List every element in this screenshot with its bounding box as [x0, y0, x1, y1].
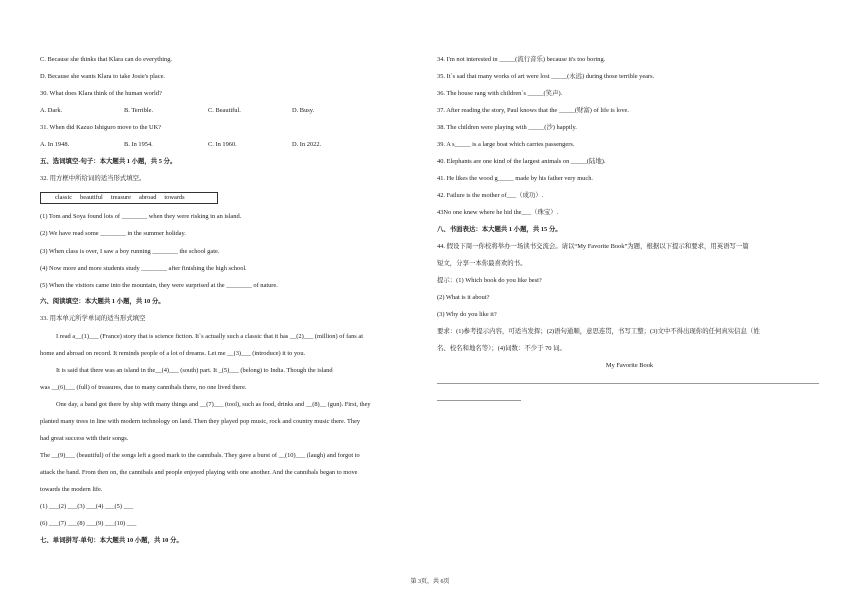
q34: 34. I'm not interested in _____(流行音乐) because it's too boring.: [437, 56, 606, 63]
passage-line: towards the modern life.: [40, 486, 103, 493]
passage-line: One day, a band got there by ship with many things and __(7)___ (tool), such as food, drinks and __(8)__ (gun). First, they: [56, 401, 371, 408]
passage-line: home and abroad on record. It reminds people of a lot of dreams. Let me __(3)___ (introduce) it to you.: [40, 350, 306, 357]
section-8-heading: 八、书面表达：本大题共 1 小题，共 15 分。: [437, 226, 562, 233]
q35: 35. It`s sad that many works of art were lost _____(永远) during those terrible years.: [437, 73, 655, 80]
section-6-heading: 六、阅读填空：本大题共 1 小题，共 10 分。: [40, 298, 165, 305]
passage-line: planted many trees in line with modern technology on land. Then they played pop music, rock and country music there. They: [40, 418, 361, 425]
q38: 38. The children were playing with _____(沙) happily.: [437, 124, 577, 131]
q31-option-d: D. In 2022.: [292, 141, 322, 148]
passage-line: was __(6)___ (full) of treasures, due to many cannibals there, no one lived there.: [40, 384, 247, 391]
section-5-heading: 五、选词填空-句子：本大题共 1 小题，共 5 分。: [40, 158, 177, 165]
answer-line-2: (6) ___(7) ___(8) ___(9) ___(10) ___: [40, 520, 137, 527]
page-footer: 第 3页，共 6页: [410, 579, 450, 585]
writing-line[interactable]: [437, 400, 521, 401]
q44-prompt-cont: 短文，分享一本你最喜欢的书。: [437, 260, 527, 267]
hint-1: 提示：(1) Which book do you like best?: [437, 277, 542, 284]
hint-3: (3) Why do you like it?: [437, 311, 497, 318]
q33-instruction: 33. 用本单元所学单词的适当形式填空: [40, 315, 146, 322]
requirements: 要求：(1)参考提示内容，可适当发挥；(2)语句通顺，意思连贯，书写工整；(3)文中不得出现你的任何真实信息（姓: [437, 328, 760, 335]
q30-option-c: C. Beautiful.: [208, 107, 241, 114]
word-box-item: treasure: [110, 194, 131, 201]
passage-line: I read a__(1)___ (France) story that is science fiction. It`s actually such a classic that it has __(2)___ (million) of fans at: [56, 333, 364, 340]
q32-sentence-1: (1) Tom and Soya found lots of ________ when they were risking in an island.: [40, 213, 242, 220]
answer-line-1: (1) ___(2) ___(3) ___(4) ___(5) ___: [40, 503, 134, 510]
q31-option-a: A. In 1948.: [40, 141, 70, 148]
q30-option-a: A. Dark.: [40, 107, 63, 114]
q39: 39. A s_____ is a large boat which carries passengers.: [437, 141, 575, 148]
q43: 43No one knew where he hid the___（珠宝）.: [437, 209, 559, 216]
q42: 42. Failure is the mother of___（成功）.: [437, 192, 544, 199]
writing-line[interactable]: [437, 383, 819, 384]
q37: 37. After reading the story, Paul knows that the _____(财富) of life is love.: [437, 107, 629, 114]
passage-line: It is said that there was an island in the__(4)___ (south) part. It _(5)___ (belong) to India. Though the island: [56, 367, 333, 374]
q36: 36. The house rang with children`s _____(笑声).: [437, 90, 563, 97]
word-box-item: abroad: [139, 194, 157, 201]
q31-option-b: B. In 1954.: [124, 141, 153, 148]
q30-options: [40, 107, 376, 115]
requirements-cont: 名、校名和地名等）；(4)词数：不少于 70 词。: [437, 345, 566, 352]
word-box: [40, 192, 218, 204]
q32-sentence-3: (3) When class is over, I saw a boy running ________ the school gate.: [40, 248, 220, 255]
section-7-heading: 七、单词拼写-单句：本大题共 10 小题，共 10 分。: [40, 537, 183, 544]
hint-2: (2) What is it about?: [437, 294, 490, 301]
q30-option-d: D. Busy.: [292, 107, 315, 114]
q31-options: [40, 141, 376, 149]
q30-option-b: B. Terrible.: [124, 107, 154, 114]
q29-option-d: D. Because she wants Klara to take Josie's place.: [40, 73, 166, 80]
essay-title: My Favorite Book: [605, 362, 654, 369]
passage-line: attack the band. From then on, the cannibals and people enjoyed playing with one another. And the cannibals began to move: [40, 469, 358, 476]
passage-line: had great success with their songs.: [40, 435, 129, 442]
q29-option-c: C. Because she thinks that Klara can do everything.: [40, 56, 173, 63]
q44-prompt: 44. 假设下周一你校将举办一场读书交流会。请以“My Favorite Book”为题，根据以下提示和要求，用英语写一篇: [437, 243, 749, 250]
q31-option-c: C. In 1960.: [208, 141, 237, 148]
word-box-item: classic: [55, 194, 73, 201]
q32-instruction: 32. 用方框中所给词的适当形式填空。: [40, 175, 146, 182]
passage-line: The __(9)___ (beautiful) of the songs left a good mark to the cannibals. They gave a burst of __(10)___ (laugh) and forgot to: [40, 452, 360, 459]
q31-question: 31. When did Kazuo Ishiguro move to the UK?: [40, 124, 162, 131]
q30-question: 30. What does Klara think of the human world?: [40, 90, 162, 97]
q41: 41. He likes the wood g_____ made by his father very much.: [437, 175, 594, 182]
q32-sentence-2: (2) We have read some ________ in the summer holiday.: [40, 230, 186, 237]
q32-sentence-4: (4) Now more and more students study ________ after finishing the high school.: [40, 265, 247, 272]
word-box-item: beautiful: [80, 194, 103, 201]
q40: 40. Elephants are one kind of the largest animals on _____(陆地).: [437, 158, 606, 165]
q32-sentence-5: (5) When the visitors came into the mountain, they were surprised at the ________ of nature.: [40, 282, 278, 289]
word-box-item: towards: [164, 194, 185, 201]
